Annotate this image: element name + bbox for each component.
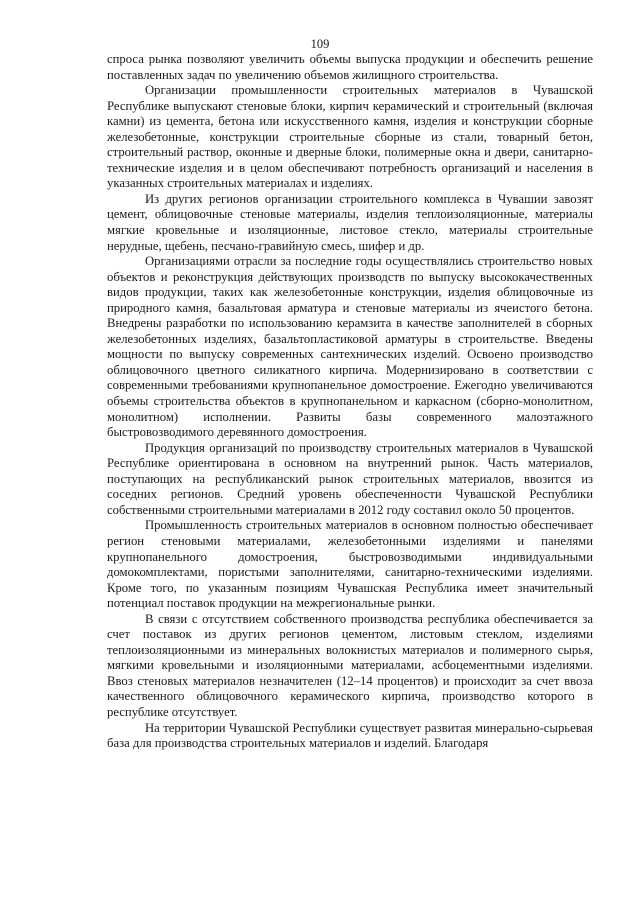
page-body <box>107 52 593 752</box>
paragraph: Из других регионов организации строительного комплекса в Чувашии завозят цемент, облицовочные стеновые материалы, изделия теплоизоляционные, материалы мягкие кровельные и изоляционные, листовое стекло, материалы строительные нерудные, щебень, песчано-гравийную смесь, шифер и др. <box>107 191 593 253</box>
page-number: 109 <box>310 37 330 51</box>
paragraph: Промышленность строительных материалов в основном полностью обеспечивает регион стеновыми материалами, железобетонными изделиями и панелями крупнопанельного домостроения, быстровозводимыми индивидуальными домокомплектами, пористыми заполнителями, санитарно-техническими изделиями. Кроме того, по указанным позициям Чувашская Республика имеет значительный потенциал поставок продукции на межрегиональные рынки. <box>107 518 593 611</box>
paragraph: Организации промышленности строительных материалов в Чувашской Республике выпускают стеновые блоки, кирпич керамический и строительный (включая камни) из цемента, бетона или искусственного камня, изделия и конструкции сборные железобетонные, конструкции строительные сборные из стали, товарный бетон, строительный раствор, оконные и дверные блоки, полимерные окна и двери, санитарно-технические изделия и в целом обеспечивают потребность организаций и населения в указанных строительных материалах и изделиях. <box>107 83 593 191</box>
paragraph: На территории Чувашской Республики существует развитая минерально-сырьевая база для производства строительных материалов и изделий. Благодаря <box>107 720 593 751</box>
paragraph: В связи с отсутствием собственного производства республика обеспечивается за счет поставок из других регионов цементом, листовым стеклом, изделиями теплоизоляционными из минеральных волокнистых материалов и полимерного сырья, мягкими кровельными и изоляционными материалами, асбоцементными изделиями. Ввоз стеновых материалов незначителен (12–14 процентов) и происходит за счет ввоза качественного облицовочного керамического кирпича, производство которого в республике отсутствует. <box>107 611 593 719</box>
paragraph: Организациями отрасли за последние годы осуществлялись строительство новых объектов и реконструкция действующих производств по выпуску высококачественных видов продукции, таких как железобетонные конструкции, изделия облицовочные из природного камня, базальтовая арматура и стеновые материалы из ячеистого бетона. Внедрены разработки по использованию керамзита в качестве заполнителей в сборных железобетонных изделиях, базальтопластиковой арматуры в строительстве. Введены мощности по выпуску современных сантехнических изделий. Освоено производство облицовочного цветного силикатного кирпича. Модернизировано в соответствии с современными требованиями крупнопанельное домостроение. Ежегодно увеличиваются объемы строительства объектов в крупнопанельном и каркасном (сборно-монолитном, монолитном) исполнении. Развиты базы современного малоэтажного быстровозводимого деревянного домостроения. <box>107 254 593 440</box>
paragraph: Продукция организаций по производству строительных материалов в Чувашской Республике ориентирована в основном на внутренний рынок. Часть материалов, поступающих на республиканский рынок строительных материалов, ввозится из соседних регионов. Средний уровень обеспеченности Чувашской Республики собственными строительными материалами в 2012 году составил около 50 процентов. <box>107 440 593 517</box>
paragraph: спроса рынка позволяют увеличить объемы выпуска продукции и обеспечить решение поставленных задач по увеличению объемов жилищного строительства. <box>107 52 593 82</box>
